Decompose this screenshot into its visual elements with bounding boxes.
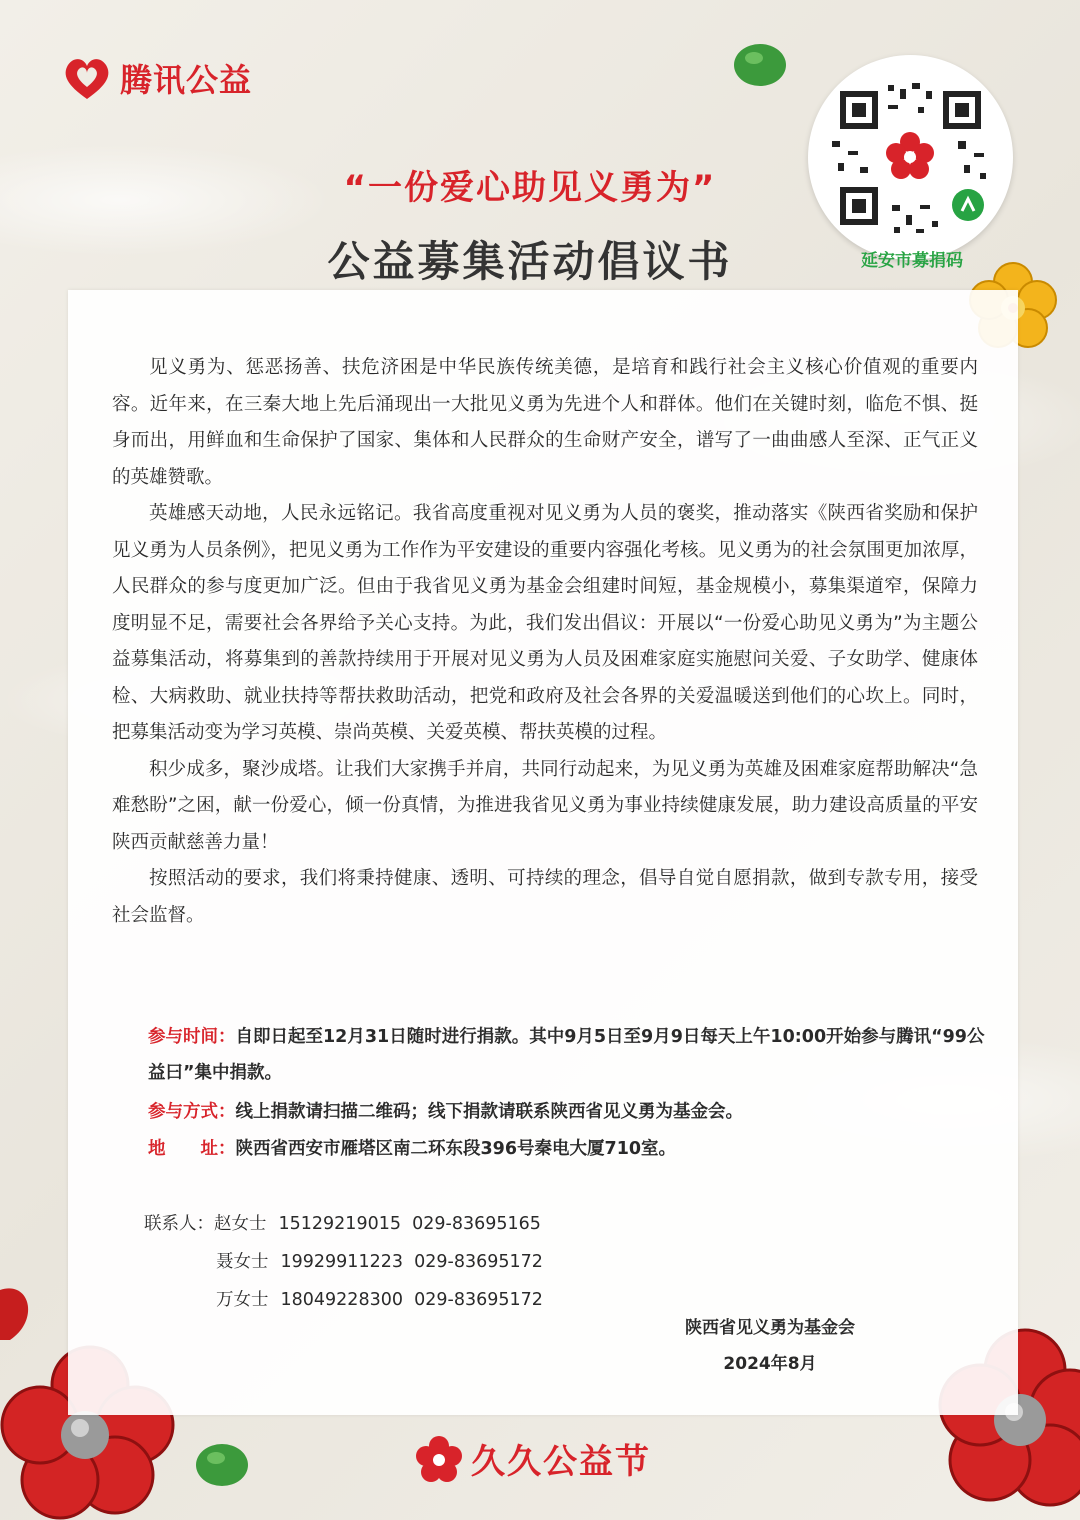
time-label: 参与时间： [148,1027,236,1047]
contact-row [144,1281,543,1319]
green-bead-decoration [730,40,790,90]
logo-text: 腾讯公益 [120,61,253,99]
contact-name: 赵女士 [214,1214,267,1234]
signature-block [640,1310,900,1382]
time-value: 自即日起至12月31日随时进行捐款。其中9月5日至9月9日每天上午10:00开始参与腾讯“99公益曰”集中捐款。 [148,1027,985,1083]
contact-phones: 19929911223 029-83695172 [280,1252,543,1272]
qr-caption: 延安市募捐码 [861,251,963,271]
signature-date: 2024年8月 [723,1354,817,1374]
contact-list [144,1205,543,1319]
title-line-1: “一份爱心助见义勇为” [343,168,717,208]
method-value: 线上捐款请扫描二维码；线下捐款请联系陕西省见义勇为基金会。 [235,1102,743,1122]
flower-logo-icon [415,1435,463,1483]
participation-method [148,1094,988,1130]
paragraph-3: 积少成多，聚沙成塔。让我们大家携手并肩，共同行动起来，为见义勇为英雄及困难家庭帮助解决“急难愁盼”之困，献一份爱心，倾一份真情，为推进我省见义勇为事业持续健康发展，助力建设高质量的平安陕西贡献慈善力量！ [112,758,978,853]
donation-qr-code[interactable] [808,55,1013,260]
address-value: 陕西省西安市雁塔区南二环东段396号秦电大厦710室。 [235,1139,677,1159]
contact-phones: 18049228300 029-83695172 [280,1290,543,1310]
tencent-charity-logo [62,55,252,101]
letter-body [112,350,978,934]
footer-logo-text: 久久公益节 [471,1442,651,1482]
paragraph-1: 见义勇为、惩恶扬善、扶危济困是中华民族传统美德，是培育和践行社会主义核心价值观的重要内容。近年来，在三秦大地上先后涌现出一大批见义勇为先进个人和群体。他们在关键时刻，临危不惧、挺身而出，用鲜血和生命保护了国家、集体和人民群众的生命财产安全，谱写了一曲曲感人至深、正气正义的英雄赞歌。 [112,357,978,488]
paragraph-4: 按照活动的要求，我们将秉持健康、透明、可持续的理念，倡导自觉自愿捐款，做到专款专用，接受社会监督。 [112,868,978,926]
address [148,1131,988,1167]
contact-row [144,1243,543,1281]
contact-name: 聂女士 [216,1252,269,1272]
method-label: 参与方式： [148,1102,236,1122]
heart-logo-icon [62,55,112,101]
qr-code-icon [808,55,1013,260]
contact-name: 万女士 [216,1290,269,1310]
participation-time [148,1019,988,1091]
contacts-label: 联系人： [144,1214,214,1234]
document-title [250,160,810,289]
jiujiu-charity-festival-logo [415,1434,651,1483]
contact-row [144,1205,543,1243]
address-label: 地 址： [148,1139,236,1159]
signature-org: 陕西省见义勇为基金会 [685,1318,855,1338]
green-bead-decoration-bottom [192,1440,252,1490]
title-line-2: 公益募集活动倡议书 [327,237,733,286]
contact-phones: 15129219015 029-83695165 [278,1214,541,1234]
paragraph-2: 英雄感天动地，人民永远铭记。我省高度重视对见义勇为人员的褒奖，推动落实《陕西省奖励和保护见义勇为人员条例》，把见义勇为工作作为平安建设的重要内容强化考核。见义勇为的社会氛围更加浓厚，人民群众的参与度更加广泛。但由于我省见义勇为基金会组建时间短，基金规模小，募集渠道窄，保障力度明显不足，需要社会各界给予关心支持。为此，我们发出倡议：开展以“一份爱心助见义勇为”为主题公益募集活动，将募集到的善款持续用于开展对见义勇为人员及困难家庭实施慰问关爱、子女助学、健康体检、大病救助、就业扶持等帮扶救助活动，把党和政府及社会各界的关爱温暖送到他们的心坎上。同时，把募集活动变为学习英模、崇尚英模、关爱英模、帮扶英模的过程。 [112,503,978,743]
